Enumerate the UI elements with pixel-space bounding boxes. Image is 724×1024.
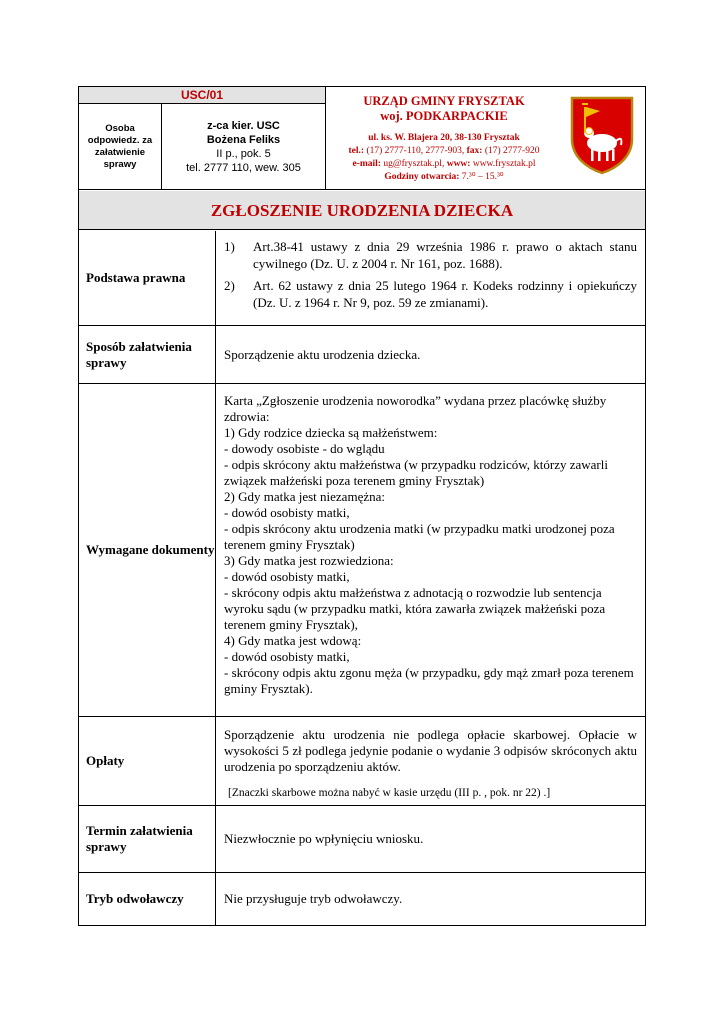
fees-content xyxy=(217,717,645,805)
row-label: Wymagane dokumenty xyxy=(79,384,216,716)
list-item xyxy=(224,239,637,272)
list-item: Karta „Zgłoszenie urodzenia noworodka” wydana przez placówkę służby zdrowia: xyxy=(224,393,607,424)
row-label: Podstawa prawna xyxy=(79,231,216,325)
list-item: - odpis skrócony aktu małżeństwa (w przypadku rodziców, którzy zawarli związek małżeński poza terenem gminy Frysztak) xyxy=(224,457,608,488)
list-item: 1) Gdy rodzice dziecka są małżeństwem: xyxy=(224,425,438,440)
page-title: ZGŁOSZENIE URODZENIA DZIECKA xyxy=(79,191,645,230)
person-phone: tel. 2777 110, wew. 305 xyxy=(186,161,301,174)
documents-list xyxy=(217,384,645,716)
list-item: - skrócony odpis aktu małżeństwa z adnotacją o rozwodzie lub sentencja wyroku sądu (w przypadku matki, która zawarła związek małżeński poza terenem gminy Frysztak), xyxy=(224,585,606,632)
row-value: Niezwłocznie po wpłynięciu wniosku. xyxy=(224,831,424,846)
person-room: II p., pok. 5 xyxy=(216,147,271,160)
row-handling-method xyxy=(79,326,645,384)
responsible-person-label-text: Osoba odpowiedz. za załatwienie sprawy xyxy=(87,122,153,170)
list-item: 3) Gdy matka jest rozwiedziona: xyxy=(224,553,394,568)
fees-text: Sporządzenie aktu urodzenia nie podlega opłacie skarbowej. Opłacie w wysokości 5 zł podlega jedynie podanie o wydanie 3 odpisów skróconych aktu urodzenia po sporządzeniu aktów. xyxy=(224,727,637,774)
hours-label: Godziny otwarcia: xyxy=(384,172,460,182)
office-region: woj. PODKARPACKIE xyxy=(380,109,508,123)
office-name: URZĄD GMINY FRYSZTAK xyxy=(363,94,525,108)
list-item-number: 2) xyxy=(224,278,235,293)
list-item: - dowody osobiste - do wglądu xyxy=(224,441,385,456)
list-item: - skrócony odpis aktu zgonu męża (w przypadku, gdy mąż zmarł poza terenem gminy Frysztak). xyxy=(224,665,634,696)
coat-of-arms-icon xyxy=(569,95,635,175)
office-address: ul. ks. W. Blajera 20, 38-130 Frysztak xyxy=(368,133,520,143)
email-link[interactable]: ug@frysztak.pl, xyxy=(383,159,445,169)
list-item: - dowód osobisty matki, xyxy=(224,505,350,520)
header xyxy=(79,87,645,190)
list-item-text: Art.38-41 ustawy z dnia 29 września 1986 r. prawo o aktach stanu cywilnego (Dz. U. z 2004 r. Nr 161, poz. 1688). xyxy=(253,239,637,271)
person-name: Bożena Feliks xyxy=(206,133,281,146)
www-link[interactable]: www.frysztak.pl xyxy=(472,159,536,169)
row-legal-basis xyxy=(79,231,645,326)
fees-note: [Znaczki skarbowe można nabyć w kasie urzędu (III p. , pok. nr 22) .] xyxy=(228,787,551,799)
responsible-person xyxy=(162,104,325,189)
list-item xyxy=(224,278,637,311)
person-title: z-ca kier. USC xyxy=(207,119,280,132)
row-label: Termin załatwienia sprawy xyxy=(79,806,216,872)
row-fees xyxy=(79,717,645,806)
tel-label: tel.: xyxy=(348,146,365,156)
hours-value: 7.³⁰ – 15.³⁰ xyxy=(461,172,504,182)
office-hours xyxy=(326,171,562,184)
row-required-documents xyxy=(79,384,645,717)
document-frame xyxy=(78,86,646,926)
row-value: Nie przysługuje tryb odwoławczy. xyxy=(224,891,403,906)
list-item: - odpis skrócony aktu urodzenia matki (w przypadku matki urodzonej poza terenem gminy Frysztak) xyxy=(224,521,615,552)
office-info xyxy=(326,87,562,189)
row-label: Sposób załatwienia sprawy xyxy=(79,326,216,383)
fax-label: fax: xyxy=(466,146,483,156)
row-label: Opłaty xyxy=(79,717,216,805)
list-item: - dowód osobisty matki, xyxy=(224,569,350,584)
header-left xyxy=(79,87,326,189)
row-appeal xyxy=(79,873,645,925)
list-item: 4) Gdy matka jest wdową: xyxy=(224,633,362,648)
responsible-person-label xyxy=(79,104,162,189)
legal-basis-list xyxy=(217,231,645,325)
list-item-text: Art. 62 ustawy z dnia 25 lutego 1964 r. Kodeks rodzinny i opiekuńczy (Dz. U. z 1964 r. Nr 9, poz. 59 ze zmianami). xyxy=(253,278,637,310)
office-contact xyxy=(326,158,562,171)
office-phones xyxy=(326,145,562,158)
email-label: e-mail: xyxy=(352,159,381,169)
list-item: 2) Gdy matka jest niezamężna: xyxy=(224,489,385,504)
tel-value: (17) 2777-110, 2777-903, xyxy=(366,146,465,156)
row-value: Sporządzenie aktu urodzenia dziecka. xyxy=(224,346,421,362)
list-item: - dowód osobisty matki, xyxy=(224,649,350,664)
document-code: USC/01 xyxy=(79,87,325,104)
row-label: Tryb odwoławczy xyxy=(79,873,216,925)
www-label: www: xyxy=(446,159,471,169)
fax-value: (17) 2777-920 xyxy=(484,146,540,156)
list-item-number: 1) xyxy=(224,239,235,254)
row-deadline xyxy=(79,806,645,873)
